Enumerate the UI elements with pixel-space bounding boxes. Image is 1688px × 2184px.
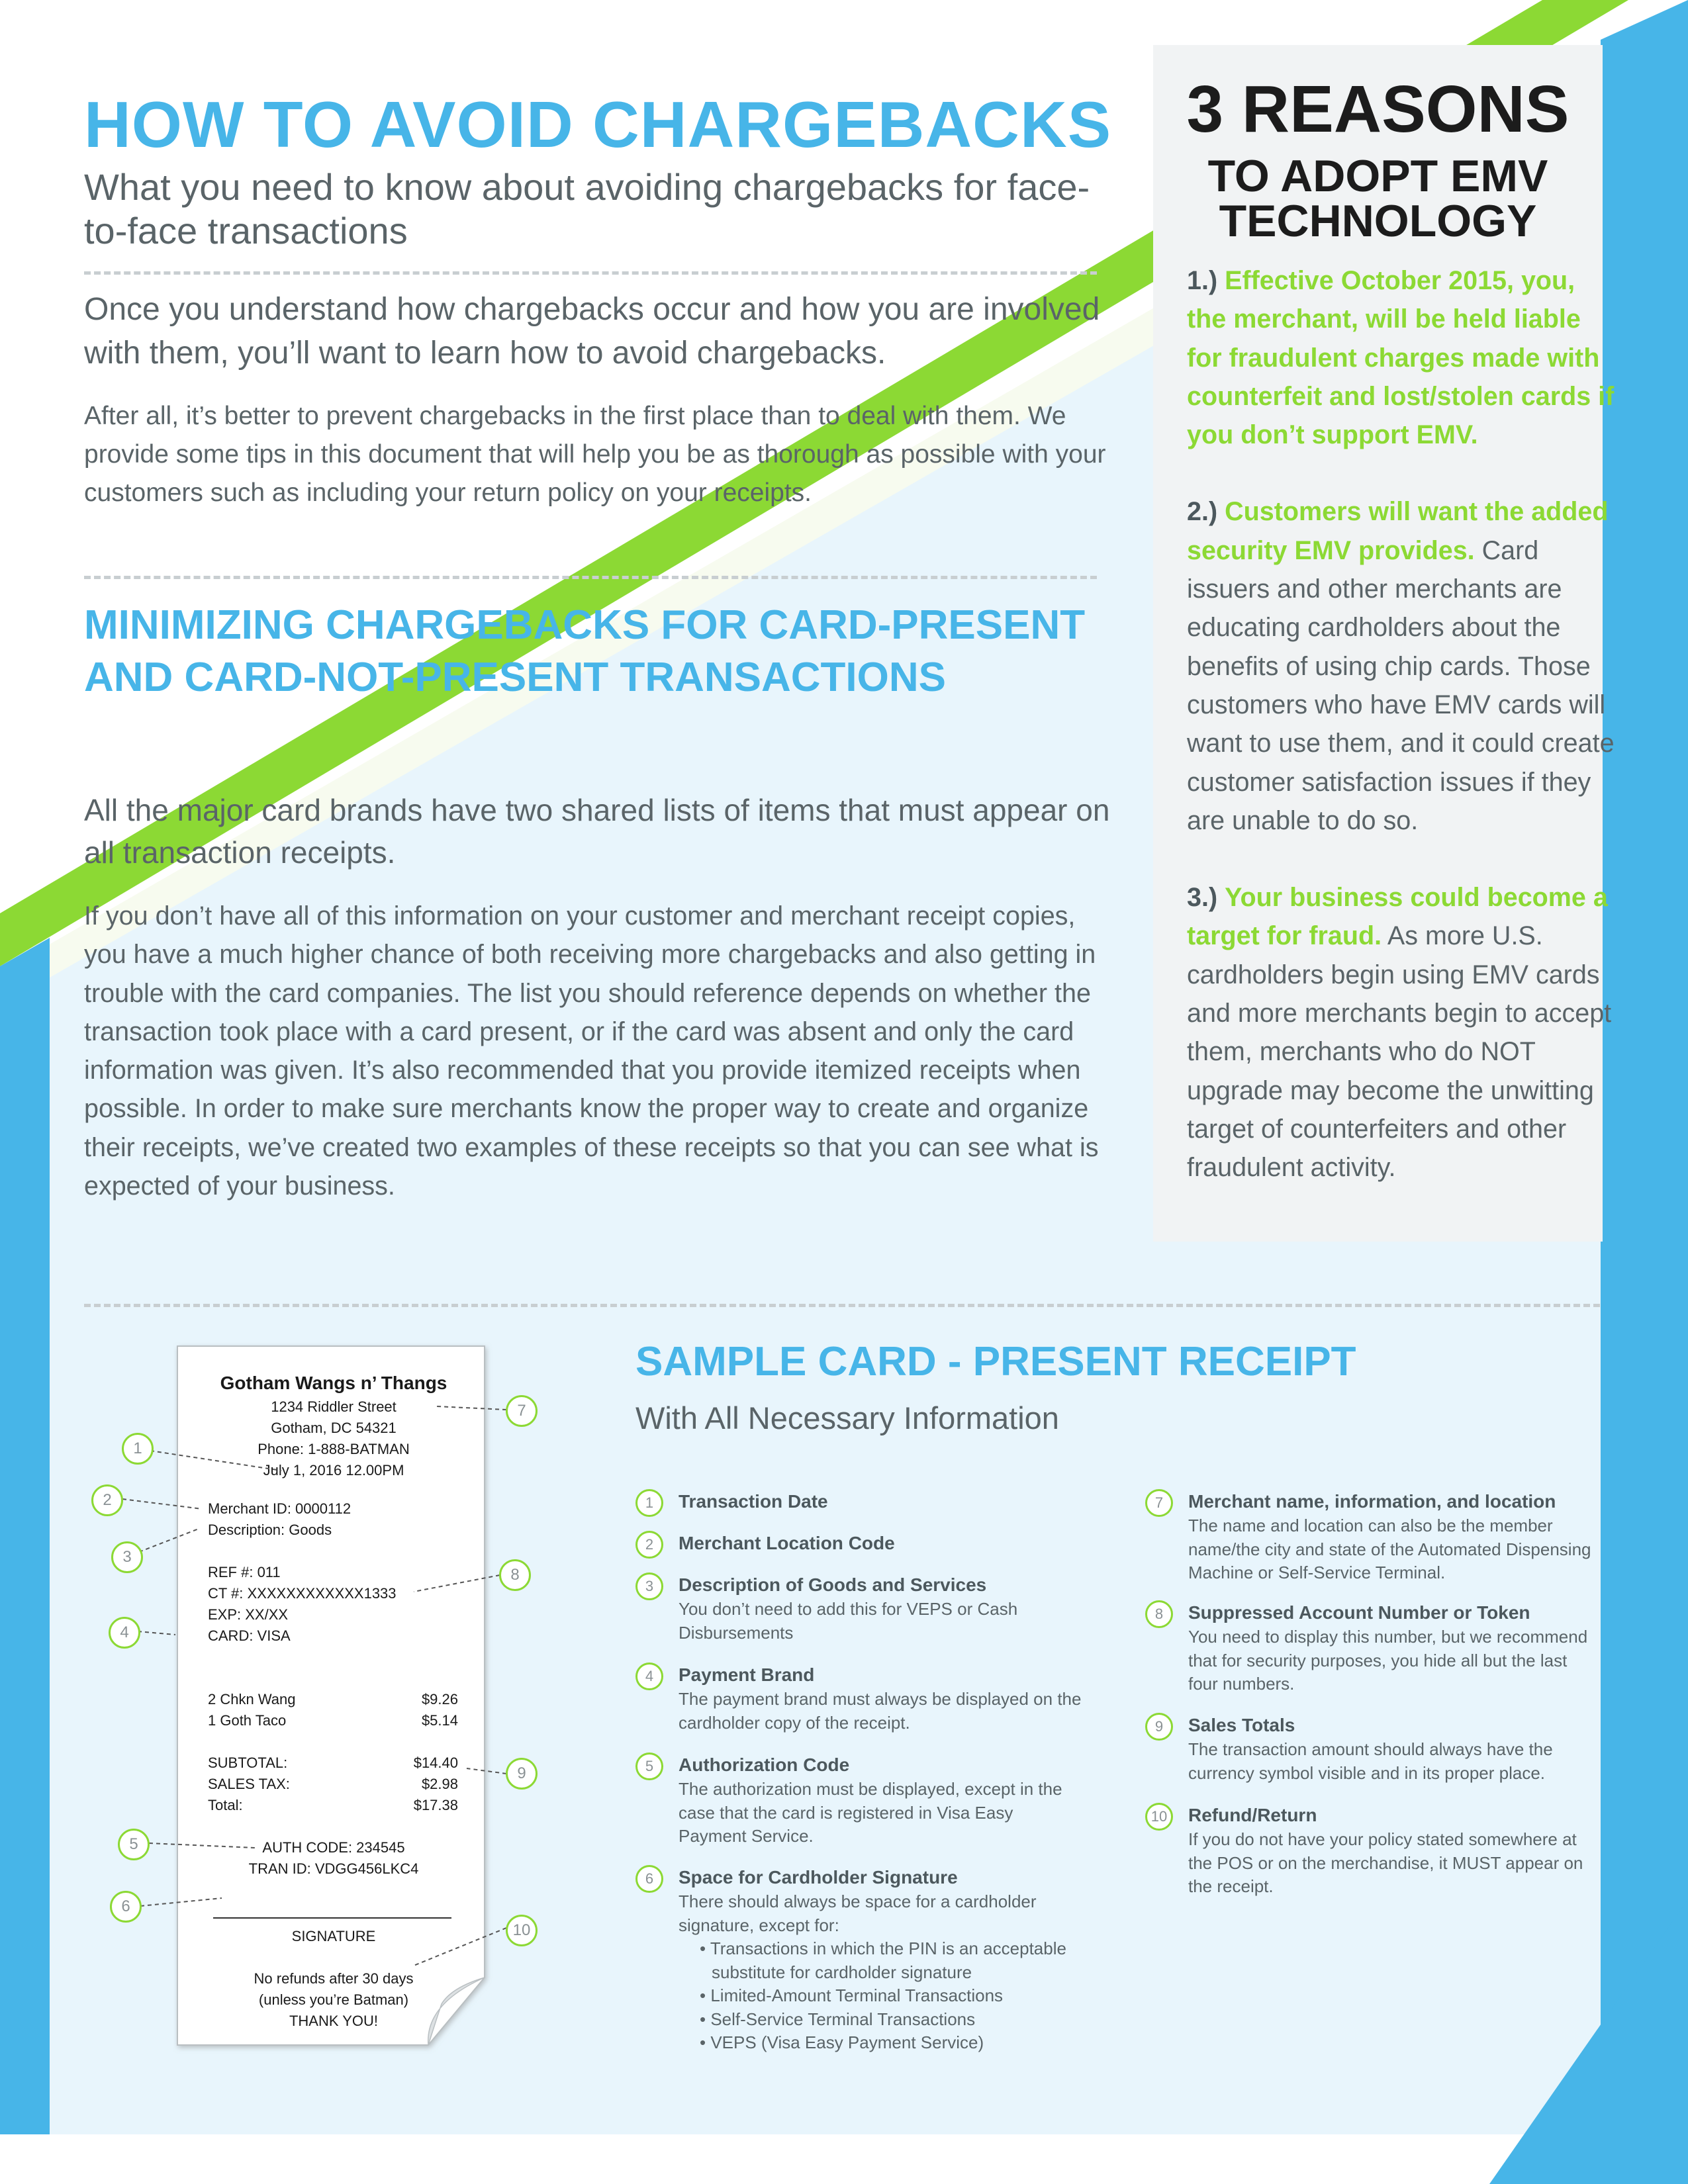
receipt-total-value: $17.38 [413, 1797, 458, 1813]
legend-number: 8 [1145, 1600, 1173, 1628]
callout-marker: 4 [109, 1617, 140, 1649]
receipt-card-brand: CARD: VISA [208, 1627, 291, 1644]
receipt-store-name: Gotham Wangs n’ Thangs [220, 1373, 447, 1393]
receipt-item-name: 1 Goth Taco [208, 1712, 287, 1729]
page-subtitle: What you need to know about avoiding chargebacks for face-to-face transactions [84, 166, 1090, 251]
callout-marker: 5 [118, 1829, 150, 1860]
list-item: • Self-Service Terminal Transactions [700, 2008, 1082, 2032]
receipt-city: Gotham, DC 54321 [271, 1420, 397, 1436]
legend-description: The authorization must be displayed, except in the case that the card is registered in Visa Easy Payment Service. [679, 1779, 1062, 1846]
receipt-phone: Phone: 1-888-BATMAN [258, 1441, 410, 1457]
sidebar-subheading: TO ADOPT EMV TECHNOLOGY [1207, 151, 1548, 246]
receipt-address: 1234 Riddler Street [271, 1398, 397, 1415]
legend-title: Merchant name, information, and location [1188, 1491, 1556, 1512]
legend-title: Suppressed Account Number or Token [1188, 1602, 1530, 1623]
legend-number: 6 [635, 1865, 663, 1893]
reason-1: 1.) Effective October 2015, you, the merchant, will be held liable for fraudulent charges made with counterfeit and lost/stolen cards if you don’t support EMV. [1187, 266, 1615, 450]
callout-marker: 8 [499, 1559, 531, 1591]
legend-title: Authorization Code [679, 1754, 850, 1775]
legend-number: 9 [1145, 1713, 1173, 1741]
section-title: MINIMIZING CHARGEBACKS FOR CARD-PRESENT AND CARD-NOT-PRESENT TRANSACTIONS [84, 602, 1086, 700]
legend-description: The name and location can also be the member name/the city and state of the Automated Dispensing Machine or Self-Service Terminal. [1188, 1516, 1591, 1582]
receipt-total-label: Total: [208, 1797, 243, 1813]
legend-description: The payment brand must always be displayed on the cardholder copy of the receipt. [679, 1689, 1082, 1733]
receipt-item-price: $9.26 [421, 1691, 458, 1707]
receipt-subtotal-value: $14.40 [413, 1754, 458, 1771]
receipt-item-price: $5.14 [421, 1712, 458, 1729]
sidebar-heading: 3 REASONS [1186, 72, 1570, 146]
legend-description: If you do not have your policy stated somewhere at the POS or on the merchandise, it MUST appear on the receipt. [1188, 1829, 1583, 1896]
intro-lead: Once you understand how chargebacks occur and how you are involved with them, you’ll want to learn how to avoid chargebacks. [84, 292, 1100, 371]
section-lead: All the major card brands have two shared lists of items that must appear on all transaction receipts. [84, 793, 1110, 870]
blue-left-edge [0, 938, 50, 2134]
divider [84, 1304, 1600, 1307]
receipt-card-number: CT #: XXXXXXXXXXXX1333 [208, 1585, 397, 1602]
receipt-signature-label: SIGNATURE [291, 1928, 376, 1944]
legend-title: Description of Goods and Services [679, 1574, 987, 1595]
divider [84, 576, 1097, 579]
callout-marker: 2 [91, 1484, 123, 1516]
legend-number: 2 [635, 1531, 663, 1559]
legend-number: 7 [1145, 1489, 1173, 1517]
callout-marker: 10 [506, 1915, 538, 1946]
receipt-item-name: 2 Chkn Wang [208, 1691, 296, 1707]
legend-description: You need to display this number, but we recommend that for security purposes, you hide all but the last four numbers. [1188, 1627, 1588, 1694]
receipt-subtotal-label: SUBTOTAL: [208, 1754, 288, 1771]
receipt-footer: THANK YOU! [289, 2013, 379, 2029]
reason-2: 2.) Customers will want the added security EMV provides. Card issuers and other merchants are educating cardholders about the benefits of using chip cards. Those customers who have EMV cards will want to use them, and it could create customer satisfaction issues if they are unable to do so. [1187, 497, 1615, 835]
legend-number: 4 [635, 1662, 663, 1690]
legend-title: Transaction Date [679, 1491, 828, 1512]
legend-number: 5 [635, 1752, 663, 1780]
legend-title: Merchant Location Code [679, 1533, 895, 1553]
legend-description: The transaction amount should always have the currency symbol visible and in its proper place. [1188, 1739, 1553, 1783]
legend-number: 10 [1145, 1803, 1173, 1831]
page-title: HOW TO AVOID CHARGEBACKS [84, 88, 1112, 161]
receipt-ref: REF #: 011 [208, 1564, 281, 1580]
legend-title: Payment Brand [679, 1664, 815, 1685]
sample-receipt [177, 1343, 490, 2046]
callout-marker: 9 [506, 1758, 538, 1790]
receipt-tax-value: $2.98 [421, 1776, 458, 1792]
callout-marker: 6 [110, 1891, 142, 1923]
legend-description: You don’t need to add this for VEPS or Cash Disbursements [679, 1599, 1018, 1643]
divider [84, 271, 1097, 275]
receipt-datetime: July 1, 2016 12.00PM [263, 1462, 404, 1479]
receipt-merchant-id: Merchant ID: 0000112 [208, 1500, 352, 1517]
callout-marker: 7 [506, 1395, 538, 1427]
legend-description: There should always be space for a cardholder signature, except for: • Transactions in which the PIN is an acceptable substitute for cardholder signature • Limited-Amount Terminal Transactions • Self-Service Terminal Transactions • VEPS (Visa Easy Payment Service) [679, 1890, 1082, 2055]
receipt-tran-id: TRAN ID: VDGG456LKC4 [248, 1860, 419, 1877]
section-body: If you don’t have all of this information on your customer and merchant receipt copies, you have a much higher chance of both receiving more chargebacks and also getting in trouble with the card companies. The list you should reference depends on whether the transaction took place with a card present, or if the card was absent and only the card information was given. It’s also recommended that you provide itemized receipts when possible. In order to make sure merchants know the proper way to create and organize their receipts, we’ve created two examples of these receipts so that you can see what is expected of your business. [84, 901, 1099, 1201]
legend-number: 1 [635, 1489, 663, 1517]
legend-title: Sales Totals [1188, 1715, 1295, 1735]
legend-number: 3 [635, 1572, 663, 1600]
receipt-footer: No refunds after 30 days [254, 1970, 414, 1987]
list-item: • Transactions in which the PIN is an acceptable substitute for cardholder signature [700, 1937, 1082, 1984]
sample-subtitle: With All Necessary Information [635, 1400, 1059, 1435]
list-item: • Limited-Amount Terminal Transactions [700, 1984, 1082, 2008]
legend-title: Refund/Return [1188, 1805, 1317, 1825]
intro-body: After all, it’s better to prevent chargebacks in the first place than to deal with them. We provide some tips in this document that will help you be as thorough as possible with your customers such as including your return policy on your receipts. [84, 402, 1106, 507]
reason-3: 3.) Your business could become a target for fraud. As more U.S. cardholders begin using EMV cards and more merchants begin to accept them, merchants who do NOT upgrade may become the unwitting target of counterfeiters and other fraudulent activity. [1187, 883, 1612, 1183]
legend-title: Space for Cardholder Signature [679, 1867, 958, 1888]
list-item: • VEPS (Visa Easy Payment Service) [700, 2031, 1082, 2055]
sidebar-reasons [1187, 261, 1617, 1226]
receipt-description: Description: Goods [208, 1522, 332, 1538]
exception-list [679, 1937, 1082, 2055]
receipt-footer: (unless you’re Batman) [258, 1991, 409, 2008]
receipt-exp: EXP: XX/XX [208, 1606, 289, 1623]
sample-title: SAMPLE CARD - PRESENT RECEIPT [635, 1339, 1356, 1385]
callout-marker: 3 [111, 1541, 143, 1573]
receipt-auth-code: AUTH CODE: 234545 [262, 1839, 405, 1856]
receipt-tax-label: SALES TAX: [208, 1776, 290, 1792]
callout-marker: 1 [122, 1433, 154, 1465]
